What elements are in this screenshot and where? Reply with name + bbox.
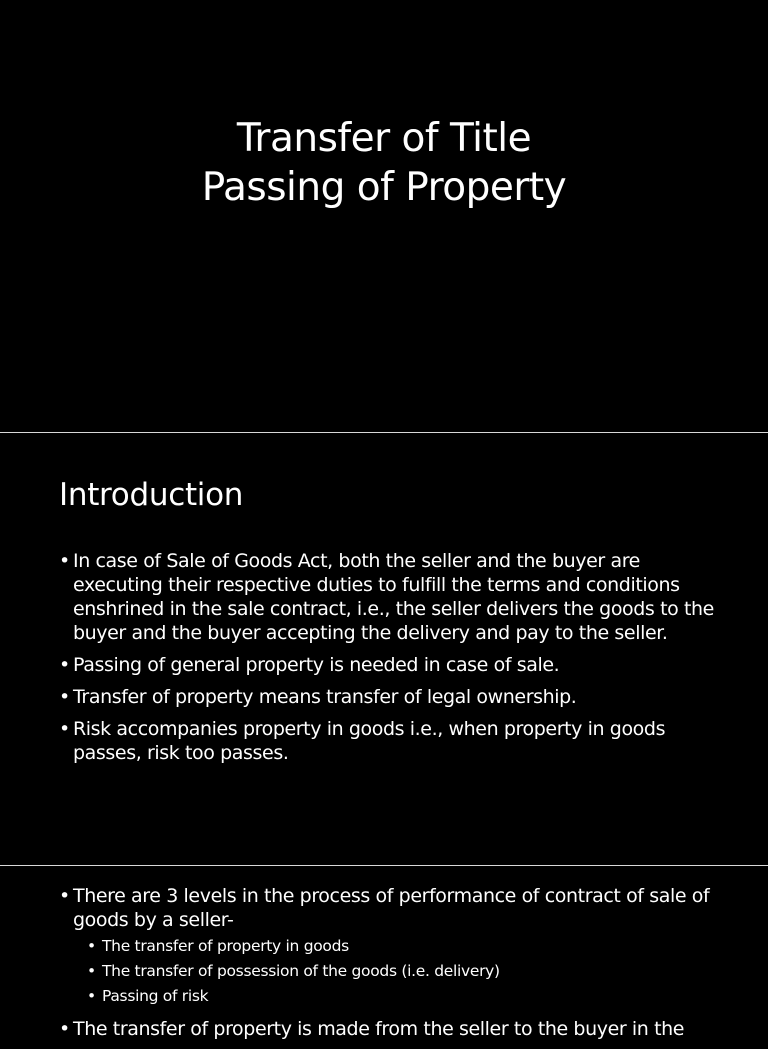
bullet-icon: • bbox=[87, 987, 96, 1005]
bullet-text: The transfer of property is made from the seller to the buyer in the bbox=[73, 1018, 685, 1040]
sub-bullet-text: The transfer of possession of the goods (i.e. delivery) bbox=[102, 962, 500, 980]
bullet-icon: • bbox=[59, 1018, 70, 1040]
title-line: Transfer of Title bbox=[236, 116, 532, 161]
sub-bullet-text: The transfer of property in goods bbox=[102, 937, 349, 955]
bullet-text: Passing of general property is needed in case of sale. bbox=[73, 654, 560, 676]
slide-title bbox=[0, 114, 768, 212]
bullet-icon: • bbox=[87, 962, 96, 980]
bullet-icon: • bbox=[59, 654, 70, 676]
bullet-icon: • bbox=[59, 718, 70, 740]
bullet-item bbox=[59, 549, 719, 645]
slide-heading: Introduction bbox=[59, 477, 244, 513]
sub-bullet-item bbox=[87, 984, 729, 1009]
bullet-list bbox=[59, 884, 729, 1049]
sub-bullet-item bbox=[87, 959, 729, 984]
bullet-text: Risk accompanies property in goods i.e., when property in goods passes, risk too passes. bbox=[73, 718, 666, 764]
bullet-icon: • bbox=[59, 885, 70, 907]
sub-bullet-item bbox=[87, 934, 729, 959]
levels-slide bbox=[0, 866, 768, 1040]
bullet-item bbox=[59, 685, 719, 709]
bullet-item bbox=[59, 717, 719, 765]
bullet-icon: • bbox=[59, 686, 70, 708]
title-slide bbox=[0, 0, 768, 432]
subtitle-line: Passing of Property bbox=[201, 165, 567, 210]
bullet-text: Transfer of property means transfer of legal ownership. bbox=[73, 686, 577, 708]
introduction-slide bbox=[0, 433, 768, 865]
bullet-text: There are 3 levels in the process of performance of contract of sale of goods by a seller- bbox=[73, 885, 710, 931]
sub-bullet-text: Passing of risk bbox=[102, 987, 209, 1005]
sub-bullet-list bbox=[87, 934, 729, 1009]
bullet-icon: • bbox=[59, 550, 70, 572]
bullet-item bbox=[59, 884, 729, 1009]
bullet-list bbox=[59, 549, 719, 773]
bullet-icon: • bbox=[87, 937, 96, 955]
bullet-item bbox=[59, 653, 719, 677]
bullet-item-partial bbox=[59, 1017, 729, 1041]
bullet-text: In case of Sale of Goods Act, both the seller and the buyer are executing their respective duties to fulfill the terms and conditions enshrined in the sale contract, i.e., the seller delivers the goods to the buyer and the buyer accepting the delivery and pay to the seller. bbox=[73, 550, 714, 644]
